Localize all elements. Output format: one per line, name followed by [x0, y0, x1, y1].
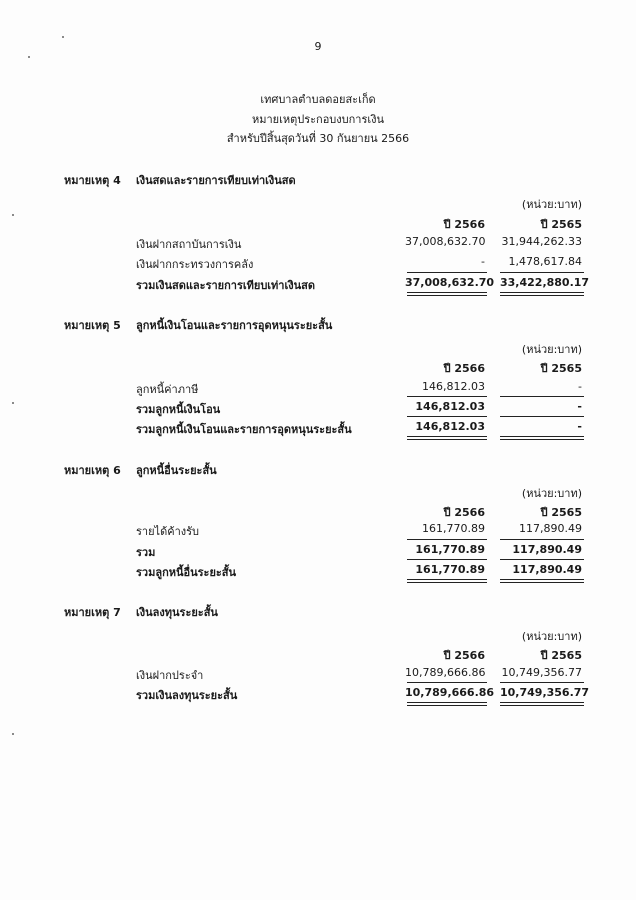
year-prior-header: ปี 2565: [540, 649, 582, 662]
row-label: เงินฝากประจำ: [136, 669, 204, 682]
row-value-2566: -: [481, 255, 485, 268]
double-underline: [407, 436, 487, 440]
scan-speck: [62, 36, 64, 38]
row-label: ลูกหนี้ค่าภาษี: [136, 383, 199, 396]
unit-label: (หน่วย:บาท): [521, 487, 582, 500]
total-value-2566: 146,812.03: [415, 420, 485, 433]
row-value-2566: 161,770.89: [422, 522, 485, 535]
double-underline: [500, 436, 584, 440]
row-value-2566: 10,789,666.86: [405, 666, 486, 679]
double-underline: [407, 702, 487, 706]
subtotal-value-2565: -: [577, 400, 582, 413]
unit-label: (หน่วย:บาท): [521, 630, 582, 643]
note-number: หมายเหตุ 7: [64, 606, 121, 619]
note-title: ลูกหนี้อื่นระยะสั้น: [136, 464, 217, 477]
scan-speck: [12, 214, 14, 216]
subtotal-value-2565: 117,890.49: [512, 543, 582, 556]
subtotal-label: รวมลูกหนี้เงินโอน: [136, 403, 221, 416]
scan-speck: [28, 56, 30, 58]
row-label: รายได้ค้างรับ: [136, 525, 200, 538]
subtotal-rule: [500, 272, 584, 273]
year-prior-header: ปี 2565: [540, 506, 582, 519]
year-prior-header: ปี 2565: [540, 362, 582, 375]
total-label: รวมลูกหนี้เงินโอนและรายการอุดหนุนระยะสั้น: [136, 423, 352, 436]
row-value-2565: 1,478,617.84: [508, 255, 582, 268]
row-value-2566: 146,812.03: [422, 380, 485, 393]
row-value-2565: 31,944,262.33: [501, 235, 582, 248]
total-value-2566: 37,008,632.70: [405, 276, 495, 289]
double-underline: [500, 579, 584, 583]
row-value-2565: 10,749,356.77: [501, 666, 582, 679]
total-label: รวมลูกหนี้อื่นระยะสั้น: [136, 566, 237, 579]
total-label: รวมเงินสดและรายการเทียบเท่าเงินสด: [136, 279, 315, 292]
note-number: หมายเหตุ 4: [64, 174, 121, 187]
subtotal-rule: [407, 272, 487, 273]
note-number: หมายเหตุ 5: [64, 319, 121, 332]
subtotal-value-2566: 146,812.03: [415, 400, 485, 413]
total-value-2565: 10,749,356.77: [500, 686, 590, 699]
subtotal-rule: [500, 559, 584, 560]
row-value-2566: 37,008,632.70: [405, 235, 486, 248]
subtotal-rule: [407, 416, 487, 417]
subtotal-rule: [407, 559, 487, 560]
page-number: 9: [314, 40, 322, 53]
unit-label: (หน่วย:บาท): [521, 198, 582, 211]
double-underline: [407, 579, 487, 583]
subtotal-rule: [407, 539, 487, 540]
subtotal-rule: [500, 539, 584, 540]
subtotal-rule: [500, 416, 584, 417]
unit-label: (หน่วย:บาท): [521, 343, 582, 356]
total-value-2565: 117,890.49: [512, 563, 582, 576]
note-number: หมายเหตุ 6: [64, 464, 121, 477]
subtotal-label: รวม: [136, 546, 156, 559]
subtotal-rule: [407, 682, 487, 683]
row-label: เงินฝากกระทรวงการคลัง: [136, 258, 254, 271]
double-underline: [407, 292, 487, 296]
note-title: เงินลงทุนระยะสั้น: [136, 606, 218, 619]
year-current-header: ปี 2566: [443, 218, 485, 231]
scan-speck: [12, 733, 14, 735]
row-label: เงินฝากสถาบันการเงิน: [136, 238, 242, 251]
subtotal-rule: [407, 396, 487, 397]
total-label: รวมเงินลงทุนระยะสั้น: [136, 689, 238, 702]
row-value-2565: 117,890.49: [519, 522, 582, 535]
total-value-2566: 10,789,666.86: [405, 686, 495, 699]
subtotal-rule: [500, 682, 584, 683]
note-title: เงินสดและรายการเทียบเท่าเงินสด: [136, 174, 296, 187]
note-title: ลูกหนี้เงินโอนและรายการอุดหนุนระยะสั้น: [136, 319, 333, 332]
header-org: เทศบาลตำบลดอยสะเก็ด: [260, 93, 376, 106]
scan-speck: [12, 402, 14, 404]
total-value-2566: 161,770.89: [415, 563, 485, 576]
header-title: หมายเหตุประกอบงบการเงิน: [251, 113, 385, 126]
year-current-header: ปี 2566: [443, 362, 485, 375]
subtotal-value-2566: 161,770.89: [415, 543, 485, 556]
year-prior-header: ปี 2565: [540, 218, 582, 231]
year-current-header: ปี 2566: [443, 506, 485, 519]
double-underline: [500, 702, 584, 706]
total-value-2565: 33,422,880.17: [500, 276, 590, 289]
header-period: สำหรับปีสิ้นสุดวันที่ 30 กันยายน 2566: [226, 132, 410, 145]
year-current-header: ปี 2566: [443, 649, 485, 662]
subtotal-rule: [500, 396, 584, 397]
row-value-2565: -: [578, 380, 582, 393]
double-underline: [500, 292, 584, 296]
total-value-2565: -: [577, 420, 582, 433]
